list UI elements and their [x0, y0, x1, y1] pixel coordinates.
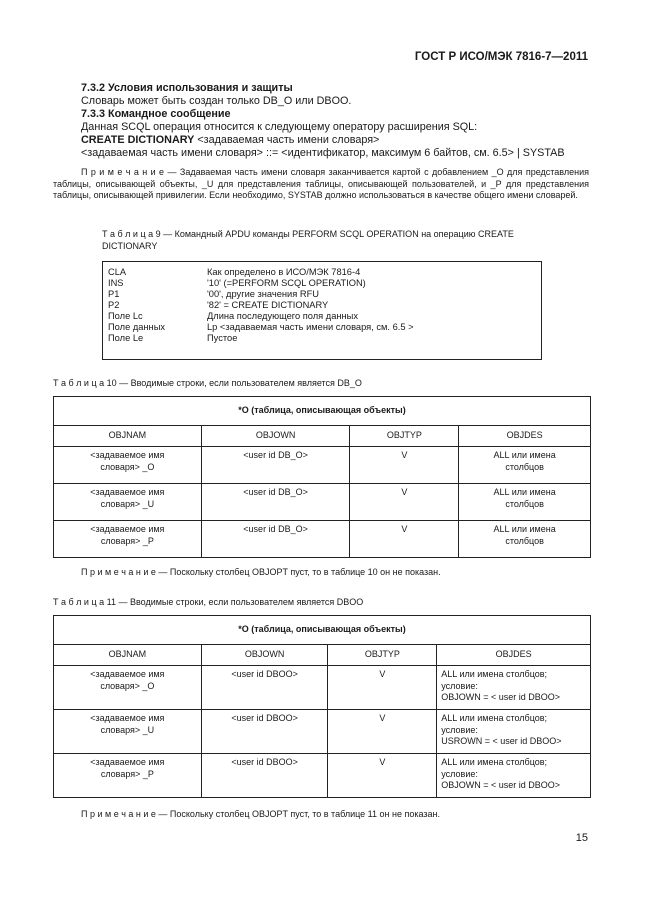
page-header-standard: ГОСТ Р ИСО/МЭК 7816-7—2011 — [414, 51, 588, 63]
objtyp-cell: V — [328, 710, 437, 754]
table9-caption-label: Т а б л и ц а 9 — [102, 229, 161, 239]
objdes-cell: ALL или имена столбцов; условие: OBJOWN = < user id DBOO> — [437, 754, 591, 798]
sql-syntax-definition: <задаваемая часть имени словаря> ::= <идентификатор, максимум 6 байтов, см. 6.5> | SYSTAB — [81, 147, 565, 159]
table11 — [53, 615, 591, 798]
table10-col-objtyp: OBJTYP — [350, 426, 459, 447]
apdu-row — [108, 289, 414, 300]
table11-caption-text: — Вводимые строки, если пользователем является DBOO — [115, 597, 364, 607]
table-row — [54, 447, 591, 484]
apdu-value: Lp <задаваемая часть имени словаря, см. 6.5 > — [207, 322, 414, 332]
table-row — [54, 484, 591, 521]
apdu-value: '82' = CREATE DICTIONARY — [207, 300, 329, 310]
apdu-value: Пустое — [207, 333, 238, 343]
note-table10 — [81, 567, 441, 579]
objown-cell: <user id DBOO> — [201, 666, 328, 710]
table10-caption-text: — Вводимые строки, если пользователем является DB_O — [116, 378, 362, 388]
apdu-row — [108, 278, 414, 289]
objown-cell: <user id DBOO> — [201, 710, 328, 754]
objown-cell: <user id DB_O> — [201, 447, 350, 484]
objown-cell: <user id DB_O> — [201, 484, 350, 521]
apdu-value: '00', другие значения RFU — [207, 289, 319, 299]
table11-col-objdes: OBJDES — [437, 645, 591, 666]
table10-title: *O (таблица, описывающая объекты) — [54, 397, 591, 426]
apdu-row — [108, 267, 414, 278]
apdu-row — [108, 311, 414, 322]
apdu-field: P2 — [108, 300, 120, 310]
note-label: П р и м е ч а н и е — [81, 809, 156, 819]
apdu-field: Поле Le — [108, 333, 144, 343]
note-text: — Задаваемая часть имени словаря заканчивается картой с добавлением _O для представления таблицы, описывающей объекты, _U для представления таблицы, описывающей пользователей, и _P для представления таблицы, описывающей привилегии. Если необходимо, SYSTAB должно использоваться в качестве общего имени словарей. — [53, 167, 589, 200]
table11-caption — [53, 597, 363, 609]
table10-caption-label: Т а б л и ц а 10 — [53, 378, 117, 388]
table10-col-objown: OBJOWN — [201, 426, 350, 447]
apdu-field: Поле Lc — [108, 311, 143, 321]
note-label: П р и м е ч а н и е — [81, 567, 156, 577]
apdu-row — [108, 333, 414, 344]
objdes-cell: ALL или имена столбцов; условие: OBJOWN = < user id DBOO> — [437, 666, 591, 710]
objnam-cell: <задаваемое имя словаря> _O — [54, 447, 202, 484]
table-row — [54, 521, 591, 558]
objtyp-cell: V — [350, 521, 459, 558]
table9-caption — [102, 229, 542, 252]
table11-col-objown: OBJOWN — [201, 645, 328, 666]
table11-caption-label: Т а б л и ц а 11 — [53, 597, 116, 607]
section-7-3-3-text: Данная SCQL операция относится к следующему оператору расширения SQL: — [81, 121, 478, 133]
sql-keyword: CREATE DICTIONARY — [81, 134, 195, 146]
objtyp-cell: V — [350, 484, 459, 521]
note-text: — Поскольку столбец OBJOPT пуст, то в таблице 11 он не показан. — [155, 809, 440, 819]
objnam-cell: <задаваемое имя словаря> _U — [54, 710, 202, 754]
apdu-row — [108, 322, 414, 333]
table11-title: *O (таблица, описывающая объекты) — [54, 616, 591, 645]
table9-caption-text: — Командный APDU команды PERFORM SCQL OPERATION на операцию CREATE DICTIONARY — [102, 229, 514, 251]
section-7-3-2-heading: 7.3.2 Условия использования и защиты — [81, 82, 293, 94]
table-row — [54, 754, 591, 798]
note-text: — Поскольку столбец OBJOPT пуст, то в таблице 10 он не показан. — [155, 567, 441, 577]
section-7-3-2-text: Словарь может быть создан только DB_O или DBOO. — [81, 95, 352, 107]
objown-cell: <user id DB_O> — [201, 521, 350, 558]
apdu-field: P1 — [108, 289, 120, 299]
table11-col-objtyp: OBJTYP — [328, 645, 437, 666]
apdu-row — [108, 300, 414, 311]
apdu-field: CLA — [108, 267, 127, 277]
section-7-3-3-heading: 7.3.3 Командное сообщение — [81, 108, 231, 120]
table9-rows — [108, 267, 414, 344]
objtyp-cell: V — [350, 447, 459, 484]
objnam-cell: <задаваемое имя словаря> _O — [54, 666, 202, 710]
objtyp-cell: V — [328, 754, 437, 798]
apdu-value: Длина последующего поля данных — [207, 311, 358, 321]
table10-col-objdes: OBJDES — [459, 426, 591, 447]
sql-syntax-rest: <задаваемая часть имени словаря> — [194, 134, 380, 146]
apdu-value: '10' (=PERFORM SCQL OPERATION) — [207, 278, 366, 288]
objnam-cell: <задаваемое имя словаря> _U — [54, 484, 202, 521]
table-row — [54, 666, 591, 710]
table10-caption — [53, 378, 362, 390]
table-row — [54, 710, 591, 754]
apdu-field: Поле данных — [108, 322, 166, 332]
note-label: П р и м е ч а н и е — [81, 167, 165, 177]
objown-cell: <user id DBOO> — [201, 754, 328, 798]
note-dictionary-name — [53, 167, 589, 202]
objdes-cell: ALL или имена столбцов — [459, 521, 591, 558]
page-number: 15 — [575, 832, 588, 844]
sql-syntax-line — [81, 134, 379, 147]
table11-col-objnam: OBJNAM — [54, 645, 202, 666]
table10 — [53, 396, 591, 558]
objnam-cell: <задаваемое имя словаря> _P — [54, 521, 202, 558]
apdu-field: INS — [108, 278, 124, 288]
apdu-value: Как определено в ИСО/МЭК 7816-4 — [207, 267, 361, 277]
table10-col-objnam: OBJNAM — [54, 426, 202, 447]
objdes-cell: ALL или имена столбцов; условие: USROWN = < user id DBOO> — [437, 710, 591, 754]
objdes-cell: ALL или имена столбцов — [459, 447, 591, 484]
objdes-cell: ALL или имена столбцов — [459, 484, 591, 521]
objnam-cell: <задаваемое имя словаря> _P — [54, 754, 202, 798]
objtyp-cell: V — [328, 666, 437, 710]
note-table11 — [81, 809, 440, 821]
table9-apdu-box — [102, 261, 542, 360]
